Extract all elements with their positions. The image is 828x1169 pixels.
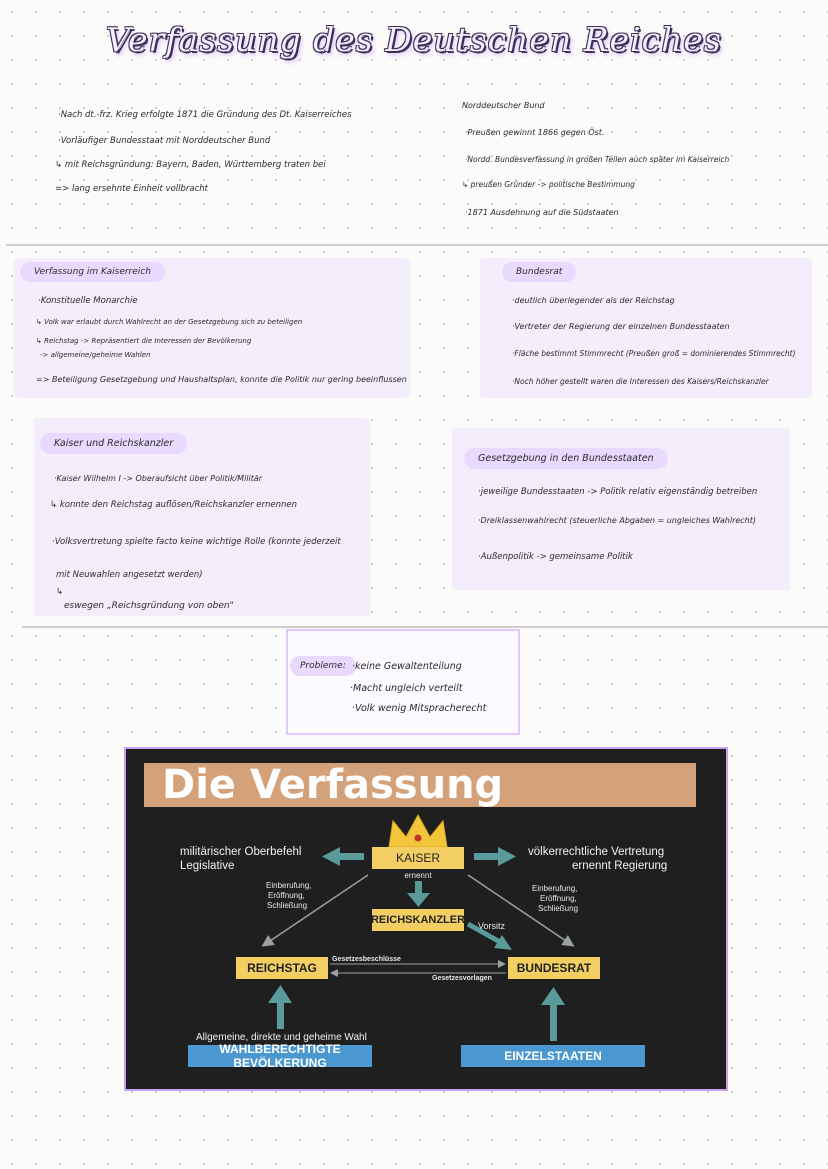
kaiserreich-heading: Verfassung im Kaiserreich: [20, 262, 165, 282]
crown-icon: [389, 815, 447, 847]
intro-left-line-3: ↳ mit Reichsgründung: Bayern, Baden, Württemberg traten bei: [55, 160, 326, 170]
intro-right-line-2: ·Nordd. Bundesverfassung in großen Teilen auch später im Kaiserreich: [465, 155, 730, 164]
bundesrat-line-1: ·deutlich überlegender als der Reichstag: [512, 296, 675, 305]
probleme-item-3: ·Volk wenig Mitspracherecht: [352, 703, 487, 714]
right-text-2: ernennt Regierung: [572, 860, 668, 872]
left-text-1: militärischer Oberbefehl: [180, 846, 302, 858]
bundesrat-line-2: ·Vertreter der Regierung der einzelnen Bundesstaaten: [512, 322, 730, 331]
kaiser-line-6: eswegen „Reichsgründung von oben": [64, 601, 234, 611]
kaiserreich-line-1: ·Konstituelle Monarchie: [38, 296, 138, 306]
eroeffnung-right: Eröffnung,: [540, 894, 577, 903]
divider-1: [6, 244, 828, 246]
bevoelkerung-up-arrow: [268, 985, 292, 1029]
divider-2: [22, 626, 828, 628]
einzelstaaten-box: EINZELSTAATEN: [461, 1045, 645, 1067]
vorsitz-label: Vorsitz: [478, 921, 506, 931]
kaiser-right-arrow: [474, 847, 516, 866]
schliessung-right: Schließung: [538, 904, 579, 913]
kaiserreich-line-5: => Beteiligung Gesetzgebung und Haushaltsplan, konnte die Politik nur gering beeinflussen: [36, 375, 407, 384]
diagram-title: Die Verfassung: [162, 762, 504, 808]
gesetzgebung-line-1: ·jeweilige Bundesstaaten -> Politik relativ eigenständig betreiben: [478, 487, 758, 497]
reichskanzler-box: REICHSKANZLER: [372, 909, 464, 931]
intro-right-line-3: ↳ preußen Gründer -> politische Bestimmung: [462, 180, 635, 189]
gesetzgebung-line-2: ·Dreiklassenwahlrecht (steuerliche Abgaben = ungleiches Wahlrecht): [478, 516, 757, 525]
kaiser-heading: Kaiser und Reichskanzler: [40, 433, 187, 454]
einberufung-right: Einberufung,: [532, 884, 578, 893]
gesetzesvorlagen-label: Gesetzesvorlagen: [432, 975, 492, 982]
ernennt-label: ernennt: [404, 871, 432, 880]
kaiser-line-5: ↳: [56, 587, 64, 597]
intro-right-line-1: ·Preußen gewinnt 1866 gegen Öst.: [465, 128, 605, 137]
kaiserreich-line-2: ↳ Volk war erlaubt durch Wahlrecht an der Gesetzgebung sich zu beteiligen: [36, 318, 303, 326]
gesetzgebung-heading: Gesetzgebung in den Bundesstaaten: [464, 448, 668, 469]
page-title: Verfassung des Deutschen Reiches: [106, 20, 722, 59]
right-text-1: völkerrechtliche Vertretung: [528, 846, 665, 858]
bundesrat-heading: Bundesrat: [502, 262, 576, 282]
probleme-box: [286, 629, 520, 735]
kaiser-line-2: ↳ konnte den Reichstag auflösen/Reichskanzler ernennen: [50, 500, 298, 510]
kaiserreich-line-4: -> allgemeine/geheime Wahlen: [40, 351, 151, 359]
intro-left-line-4: => lang ersehnte Einheit vollbracht: [55, 184, 208, 194]
intro-right-heading: Norddeutscher Bund: [462, 101, 545, 110]
wahl-label: Allgemeine, direkte und geheime Wahl: [196, 1032, 367, 1043]
kaiser-box: KAISER: [372, 847, 464, 869]
gesetzesbeschluesse-label: Gesetzesbeschlüsse: [332, 956, 401, 963]
gesetzgebung-line-3: ·Außenpolitik -> gemeinsame Politik: [478, 552, 633, 562]
kaiserreich-line-3: ↳ Reichstag -> Repräsentiert die Interessen der Bevölkerung: [36, 337, 252, 345]
reichstag-box: REICHSTAG: [236, 957, 328, 979]
einberufung-left: Einberufung,: [266, 881, 312, 890]
verfassung-diagram: [124, 747, 728, 1091]
probleme-item-2: ·Macht ungleich verteilt: [350, 683, 463, 694]
bundesrat-box: BUNDESRAT: [508, 957, 600, 979]
schliessung-left: Schließung: [267, 901, 308, 910]
kaiser-line-1: ·Kaiser Wilhelm I -> Oberaufsicht über Politik/Militär: [54, 474, 263, 483]
left-text-2: Legislative: [180, 860, 235, 872]
intro-left-line-1: ·Nach dt.-frz. Krieg erfolgte 1871 die Gründung des Dt. Kaiserreiches: [58, 110, 352, 120]
kaiser-line-4: mit Neuwahlen angesetzt werden): [56, 570, 203, 580]
probleme-label: Probleme:: [290, 656, 356, 676]
bundesrat-line-3: ·Fläche bestimmt Stimmrecht (Preußen groß = dominierendes Stimmrecht): [512, 349, 796, 358]
kaiser-line-3: ·Volksvertretung spielte facto keine wichtige Rolle (konnte jederzeit: [52, 537, 341, 547]
bevoelkerung-box: WAHLBERECHTIGTE BEVÖLKERUNG: [188, 1045, 372, 1067]
intro-left-line-2: ·Vorläufiger Bundesstaat mit Norddeutscher Bund: [58, 136, 271, 146]
bundesrat-line-4: ·Noch höher gestellt waren die Interessen des Kaisers/Reichskanzler: [512, 377, 769, 386]
eroeffnung-left: Eröffnung,: [268, 891, 305, 900]
probleme-item-1: ·keine Gewaltenteilung: [352, 661, 462, 672]
kaiser-down-arrow: [407, 881, 430, 907]
kaiser-left-arrow: [322, 847, 364, 866]
einzelstaaten-up-arrow: [541, 987, 565, 1041]
intro-right-line-4: ·1871 Ausdehnung auf die Südstaaten: [465, 208, 619, 217]
